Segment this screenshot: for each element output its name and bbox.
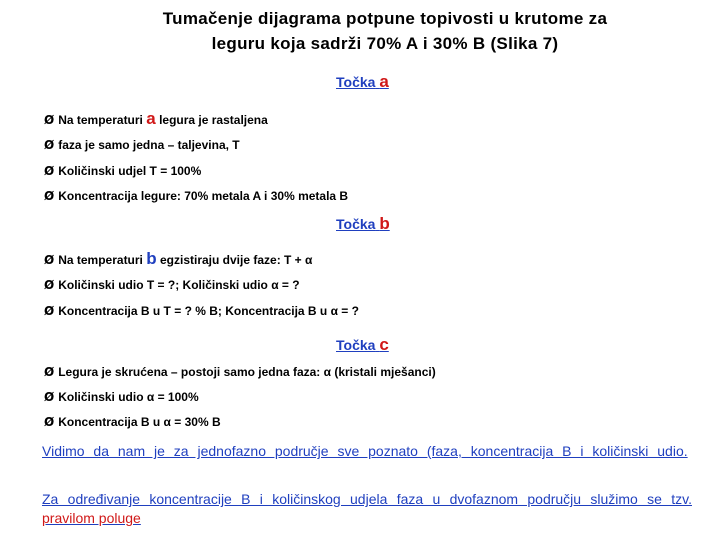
bullet-arrow-icon: Ø xyxy=(44,189,55,203)
section-b-bullet-2 xyxy=(44,278,300,292)
section-a-bullet-1-post: legura je rastaljena xyxy=(159,113,268,127)
section-b-heading-letter: b xyxy=(379,214,390,233)
bullet-arrow-icon: Ø xyxy=(44,365,55,379)
section-c-bullet-3-text: Koncentracija B u α = 30% B xyxy=(58,415,221,429)
section-b-bullet-3 xyxy=(44,304,359,318)
section-a-bullet-3-text: Količinski udjel T = 100% xyxy=(58,164,202,178)
summary-paragraph: Vidimo da nam je za jednofazno područje sve poznato (faza, koncentracija B i količinski udio. xyxy=(42,443,688,459)
section-c-bullet-1-text: Legura je skrućena – postoji samo jedna faza: α (kristali mješanci) xyxy=(58,365,436,379)
bullet-arrow-icon: Ø xyxy=(44,164,55,178)
section-a-bullet-4-text: Koncentracija legure: 70% metala A i 30% metala B xyxy=(58,189,349,203)
section-b-heading xyxy=(336,214,390,234)
section-a-point-letter: a xyxy=(146,109,156,128)
section-b-bullet-1-post: egzistiraju dvije faze: T + α xyxy=(159,253,313,267)
section-a-heading xyxy=(336,72,389,92)
section-c-bullet-2 xyxy=(44,390,199,404)
section-c-heading xyxy=(336,335,389,355)
section-b-bullet-3-text: Koncentracija B u T = ? % B; Koncentracija B u α = ? xyxy=(58,304,359,318)
section-c-heading-label: Točka xyxy=(336,337,376,353)
section-c-bullet-2-text: Količinski udio α = 100% xyxy=(58,390,199,404)
section-b-point-letter: b xyxy=(146,249,157,268)
section-b-bullet-2-text: Količinski udio T = ?; Količinski udio α = ? xyxy=(58,278,300,292)
bullet-arrow-icon: Ø xyxy=(44,138,55,152)
lever-rule-text: Za određivanje koncentracije B i količinskog udjela faza u dvofaznom području služimo se tzv. xyxy=(42,491,692,507)
section-b-bullet-1-pre: Na temperaturi xyxy=(58,253,143,267)
section-b-heading-label: Točka xyxy=(336,216,376,232)
lever-rule-paragraph xyxy=(42,490,692,528)
section-a-heading-letter: a xyxy=(379,72,389,91)
section-a-heading-label: Točka xyxy=(336,74,376,90)
section-a-bullet-3 xyxy=(44,164,201,178)
bullet-arrow-icon: Ø xyxy=(44,253,55,267)
bullet-arrow-icon: Ø xyxy=(44,390,55,404)
section-c-heading-letter: c xyxy=(379,335,389,354)
section-b-bullet-1 xyxy=(44,249,312,269)
bullet-arrow-icon: Ø xyxy=(44,113,55,127)
slide-title xyxy=(0,6,720,56)
bullet-arrow-icon: Ø xyxy=(44,304,55,318)
title-line-1: Tumačenje dijagrama potpune topivosti u krutome za xyxy=(162,9,608,28)
section-a-bullet-1-pre: Na temperaturi xyxy=(58,113,143,127)
bullet-arrow-icon: Ø xyxy=(44,415,55,429)
title-line-2: leguru koja sadrži 70% A i 30% B (Slika 7) xyxy=(211,34,559,53)
section-a-bullet-4 xyxy=(44,189,348,203)
section-c-bullet-1 xyxy=(44,365,436,379)
section-c-bullet-3 xyxy=(44,415,221,429)
section-a-bullet-1 xyxy=(44,109,268,129)
bullet-arrow-icon: Ø xyxy=(44,278,55,292)
section-a-bullet-2 xyxy=(44,138,240,152)
section-a-bullet-2-text: faza je samo jedna – taljevina, T xyxy=(58,138,240,152)
lever-rule-highlight: pravilom poluge xyxy=(42,510,141,526)
